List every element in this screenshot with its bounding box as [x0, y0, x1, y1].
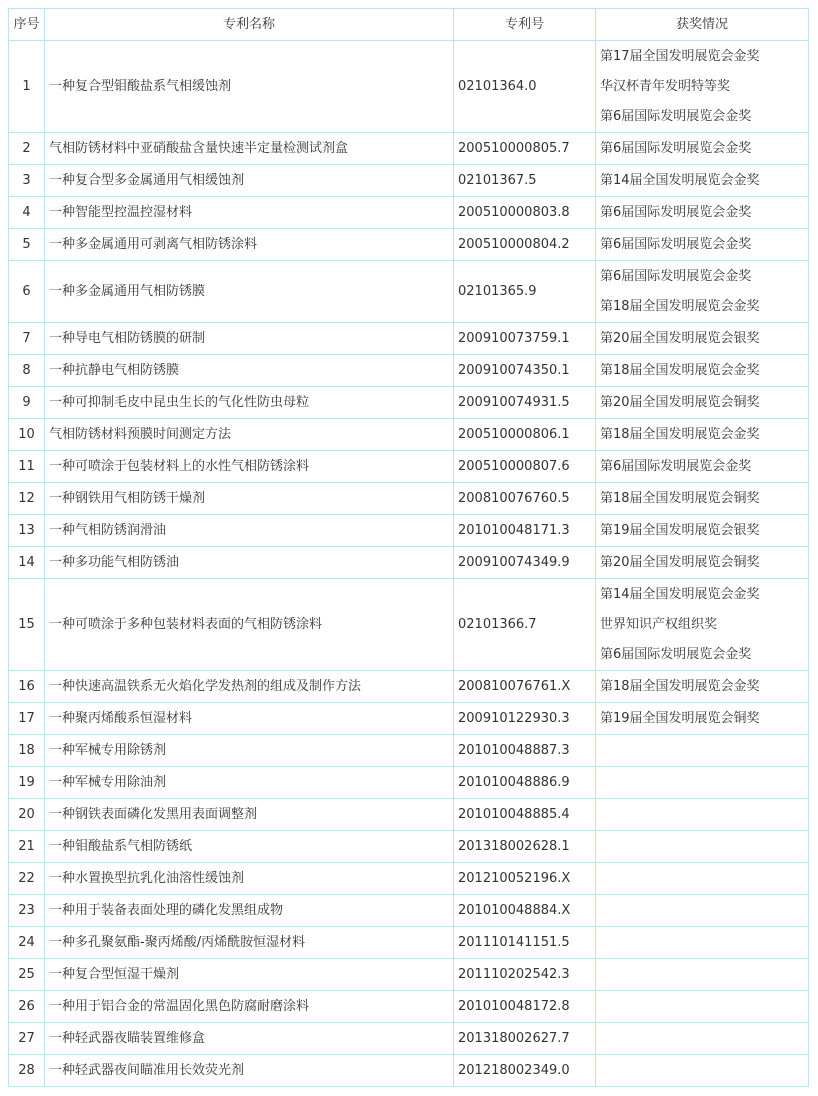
- row-number: 28: [9, 1055, 45, 1087]
- award-item: 第20届全国发明展览会铜奖: [600, 554, 760, 570]
- row-number: 16: [9, 671, 45, 703]
- patent-name: 一种可抑制毛皮中昆虫生长的气化性防虫母粒: [45, 387, 454, 419]
- award-item: 第14届全国发明展览会金奖: [600, 586, 760, 602]
- award-item: 第20届全国发明展览会铜奖: [600, 394, 760, 410]
- patent-name: 一种多孔聚氨酯-聚丙烯酸/丙烯酰胺恒湿材料: [45, 927, 454, 959]
- table-row: [9, 451, 809, 483]
- row-number: 10: [9, 419, 45, 451]
- award-cell: [596, 1023, 809, 1055]
- award-cell: [596, 895, 809, 927]
- row-number: 18: [9, 735, 45, 767]
- award-item: 第6届国际发明展览会金奖: [600, 458, 752, 474]
- patent-name: 一种多金属通用气相防锈膜: [45, 261, 454, 323]
- patent-number: 201110202542.3: [454, 959, 596, 991]
- patent-name: 一种钼酸盐系气相防锈纸: [45, 831, 454, 863]
- patent-number: 200910074350.1: [454, 355, 596, 387]
- table-row: [9, 895, 809, 927]
- patent-name: 一种智能型控温控湿材料: [45, 197, 454, 229]
- row-number: 2: [9, 133, 45, 165]
- table-row: [9, 1055, 809, 1087]
- award-item: 华汉杯青年发明特等奖: [600, 78, 731, 94]
- header-awards: 获奖情况: [596, 9, 809, 41]
- patent-name: 气相防锈材料预膜时间测定方法: [45, 419, 454, 451]
- patent-number: 02101367.5: [454, 165, 596, 197]
- patent-number: 200510000803.8: [454, 197, 596, 229]
- award-cell: [596, 133, 809, 165]
- table-row: [9, 41, 809, 133]
- row-number: 22: [9, 863, 45, 895]
- patent-name: 一种钢铁用气相防锈干燥剂: [45, 483, 454, 515]
- patent-name: 一种多金属通用可剥离气相防锈涂料: [45, 229, 454, 261]
- row-number: 13: [9, 515, 45, 547]
- patent-number: 200510000806.1: [454, 419, 596, 451]
- patent-number: 200810076761.X: [454, 671, 596, 703]
- patent-number: 200810076760.5: [454, 483, 596, 515]
- header-no: 序号: [9, 9, 45, 41]
- row-number: 26: [9, 991, 45, 1023]
- award-item: 第6届国际发明展览会金奖: [600, 236, 752, 252]
- table-row: [9, 387, 809, 419]
- award-item: 第6届国际发明展览会金奖: [600, 108, 752, 124]
- table-row: [9, 831, 809, 863]
- table-row: [9, 959, 809, 991]
- award-item: 第18届全国发明展览会金奖: [600, 298, 760, 314]
- row-number: 6: [9, 261, 45, 323]
- table-row: [9, 515, 809, 547]
- award-item: 第17届全国发明展览会金奖: [600, 48, 760, 64]
- patent-table: [8, 8, 809, 1087]
- award-item: 第18届全国发明展览会金奖: [600, 678, 760, 694]
- award-item: 第6届国际发明展览会金奖: [600, 268, 752, 284]
- row-number: 3: [9, 165, 45, 197]
- row-number: 5: [9, 229, 45, 261]
- row-number: 1: [9, 41, 45, 133]
- row-number: 7: [9, 323, 45, 355]
- award-cell: [596, 799, 809, 831]
- table-row: [9, 323, 809, 355]
- award-item: 第18届全国发明展览会铜奖: [600, 490, 760, 506]
- award-cell: [596, 671, 809, 703]
- award-cell: [596, 991, 809, 1023]
- table-row: [9, 735, 809, 767]
- table-row: [9, 165, 809, 197]
- table-row: [9, 229, 809, 261]
- patent-number: 200510000805.7: [454, 133, 596, 165]
- table-row: [9, 419, 809, 451]
- award-item: 第6届国际发明展览会金奖: [600, 140, 752, 156]
- award-cell: [596, 735, 809, 767]
- table-row: [9, 197, 809, 229]
- patent-name: 一种复合型恒湿干燥剂: [45, 959, 454, 991]
- patent-number: 200910074931.5: [454, 387, 596, 419]
- table-row: [9, 133, 809, 165]
- patent-number: 200910074349.9: [454, 547, 596, 579]
- patent-name: 一种钢铁表面磷化发黑用表面调整剂: [45, 799, 454, 831]
- award-cell: [596, 767, 809, 799]
- patent-name: 一种复合型多金属通用气相缓蚀剂: [45, 165, 454, 197]
- patent-number: 200910122930.3: [454, 703, 596, 735]
- patent-number: 201010048884.X: [454, 895, 596, 927]
- row-number: 11: [9, 451, 45, 483]
- patent-name: 一种多功能气相防锈油: [45, 547, 454, 579]
- patent-number: 201010048885.4: [454, 799, 596, 831]
- award-item: 第19届全国发明展览会铜奖: [600, 710, 760, 726]
- row-number: 19: [9, 767, 45, 799]
- award-cell: [596, 229, 809, 261]
- award-cell: [596, 323, 809, 355]
- patent-number: 201318002627.7: [454, 1023, 596, 1055]
- patent-number: 200510000804.2: [454, 229, 596, 261]
- table-row: [9, 1023, 809, 1055]
- patent-name: 一种军械专用除油剂: [45, 767, 454, 799]
- award-item: 第20届全国发明展览会银奖: [600, 330, 760, 346]
- patent-number: 201010048172.8: [454, 991, 596, 1023]
- award-item: 第18届全国发明展览会金奖: [600, 362, 760, 378]
- table-row: [9, 703, 809, 735]
- table-row: [9, 927, 809, 959]
- table-row: [9, 579, 809, 671]
- patent-name: 一种水置换型抗乳化油溶性缓蚀剂: [45, 863, 454, 895]
- award-item: 第6届国际发明展览会金奖: [600, 646, 752, 662]
- table-row: [9, 863, 809, 895]
- patent-number: 201218002349.0: [454, 1055, 596, 1087]
- award-cell: [596, 451, 809, 483]
- patent-number: 201210052196.X: [454, 863, 596, 895]
- award-item: 世界知识产权组织奖: [600, 616, 718, 632]
- table-row: [9, 483, 809, 515]
- row-number: 17: [9, 703, 45, 735]
- patent-number: 201010048886.9: [454, 767, 596, 799]
- table-row: [9, 767, 809, 799]
- row-number: 21: [9, 831, 45, 863]
- award-cell: [596, 483, 809, 515]
- award-cell: [596, 927, 809, 959]
- table-row: [9, 799, 809, 831]
- table-body: [9, 41, 809, 1087]
- row-number: 9: [9, 387, 45, 419]
- award-cell: [596, 579, 809, 671]
- award-cell: [596, 703, 809, 735]
- award-cell: [596, 41, 809, 133]
- patent-name: 一种气相防锈润滑油: [45, 515, 454, 547]
- header-name: 专利名称: [45, 9, 454, 41]
- patent-number: 02101366.7: [454, 579, 596, 671]
- row-number: 4: [9, 197, 45, 229]
- patent-number: 02101365.9: [454, 261, 596, 323]
- row-number: 12: [9, 483, 45, 515]
- table-row: [9, 355, 809, 387]
- award-cell: [596, 1055, 809, 1087]
- row-number: 24: [9, 927, 45, 959]
- award-cell: [596, 515, 809, 547]
- patent-name: 一种用于装备表面处理的磷化发黑组成物: [45, 895, 454, 927]
- award-cell: [596, 419, 809, 451]
- patent-name: 一种复合型钼酸盐系气相缓蚀剂: [45, 41, 454, 133]
- award-item: 第6届国际发明展览会金奖: [600, 204, 752, 220]
- table-row: [9, 991, 809, 1023]
- patent-number: 201110141151.5: [454, 927, 596, 959]
- header-row: [9, 9, 809, 41]
- table-row: [9, 261, 809, 323]
- award-item: 第19届全国发明展览会银奖: [600, 522, 760, 538]
- row-number: 23: [9, 895, 45, 927]
- award-cell: [596, 547, 809, 579]
- award-cell: [596, 831, 809, 863]
- patent-number: 200510000807.6: [454, 451, 596, 483]
- patent-name: 一种轻武器夜间瞄准用长效荧光剂: [45, 1055, 454, 1087]
- award-cell: [596, 165, 809, 197]
- table-row: [9, 671, 809, 703]
- patent-name: 一种用于铝合金的常温固化黑色防腐耐磨涂料: [45, 991, 454, 1023]
- row-number: 20: [9, 799, 45, 831]
- patent-name: 一种可喷涂于多种包装材料表面的气相防锈涂料: [45, 579, 454, 671]
- patent-number: 201010048887.3: [454, 735, 596, 767]
- award-cell: [596, 387, 809, 419]
- header-number: 专利号: [454, 9, 596, 41]
- award-cell: [596, 261, 809, 323]
- award-cell: [596, 355, 809, 387]
- row-number: 8: [9, 355, 45, 387]
- patent-number: 02101364.0: [454, 41, 596, 133]
- award-item: 第14届全国发明展览会金奖: [600, 172, 760, 188]
- patent-name: 一种快速高温铁系无火焰化学发热剂的组成及制作方法: [45, 671, 454, 703]
- patent-name: 一种可喷涂于包装材料上的水性气相防锈涂料: [45, 451, 454, 483]
- row-number: 14: [9, 547, 45, 579]
- patent-name: 一种轻武器夜瞄装置维修盒: [45, 1023, 454, 1055]
- patent-number: 201318002628.1: [454, 831, 596, 863]
- award-cell: [596, 959, 809, 991]
- row-number: 25: [9, 959, 45, 991]
- award-cell: [596, 197, 809, 229]
- award-item: 第18届全国发明展览会金奖: [600, 426, 760, 442]
- patent-name: 一种抗静电气相防锈膜: [45, 355, 454, 387]
- patent-name: 气相防锈材料中亚硝酸盐含量快速半定量检测试剂盒: [45, 133, 454, 165]
- patent-number: 201010048171.3: [454, 515, 596, 547]
- award-cell: [596, 863, 809, 895]
- row-number: 27: [9, 1023, 45, 1055]
- table-row: [9, 547, 809, 579]
- patent-name: 一种聚丙烯酸系恒湿材料: [45, 703, 454, 735]
- patent-number: 200910073759.1: [454, 323, 596, 355]
- row-number: 15: [9, 579, 45, 671]
- patent-name: 一种导电气相防锈膜的研制: [45, 323, 454, 355]
- patent-name: 一种军械专用除锈剂: [45, 735, 454, 767]
